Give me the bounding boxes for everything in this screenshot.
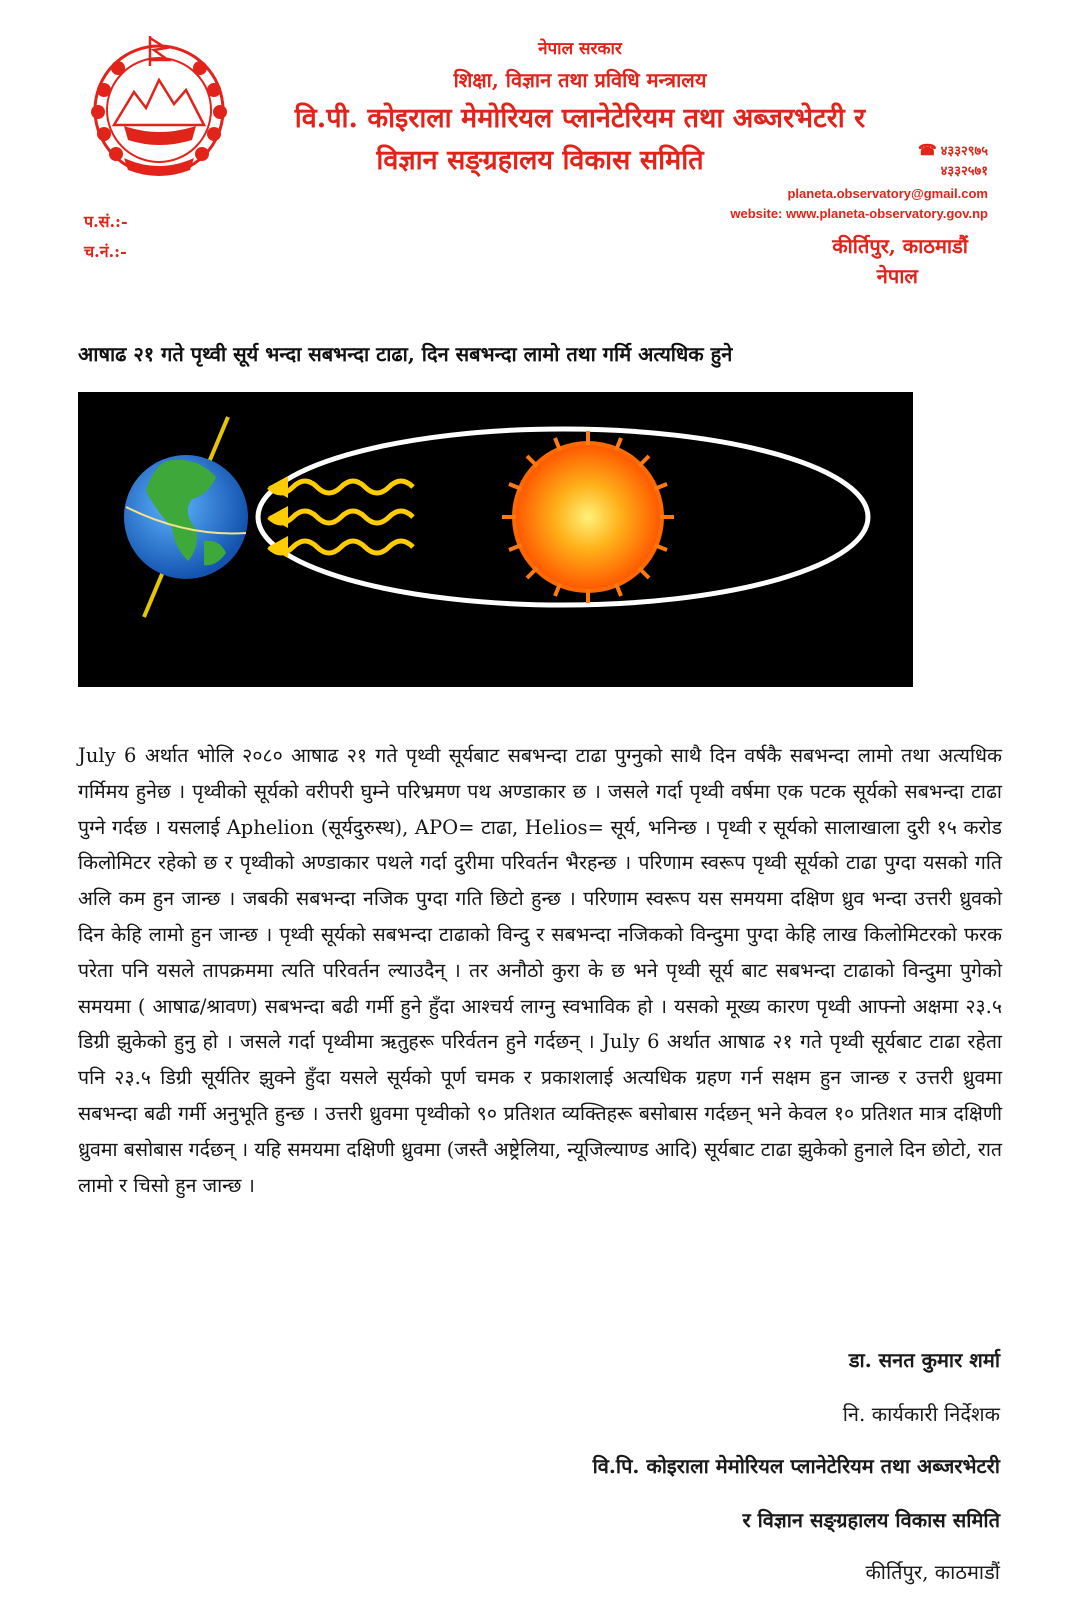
website-address: website: www.planeta-observatory.gov.np [730,206,988,221]
signatory-organization-line2: र विज्ञान सङ्ग्रहालय विकास समिति [742,1508,1000,1532]
organization-name-line2: विज्ञान सङ्ग्रहालय विकास समिति [376,145,704,176]
signatory-name: डा. सनत कुमार शर्मा [848,1348,1000,1372]
phone-number-1: ४३३२९७५ [940,144,988,159]
organization-name-line1: वि.पी. कोइराला मेमोरियल प्लानेटेरियम तथा अब्जरभेटरी र [294,103,866,134]
signatory-organization-line1: वि.पि. कोइराला मेमोरियल प्लानेटेरियम तथा अब्जरभेटरी [592,1454,1000,1478]
press-release-body: July 6 अर्थात भोलि २०८० आषाढ २१ गते पृथ्वी सूर्यबाट सबभन्दा टाढा पुग्नुको साथै दिन वर्षकै सबभन्दा लामो तथा अत्यधिक गर्मिमय हुनेछ । पृथ्वीको सूर्यको वरीपरी घुम्ने परिभ्रमण पथ अण्डाकार छ । जसले गर्दा पृथ्वी वर्षमा एक पटक सूर्यको सबभन्दा टाढा पुग्ने गर्दछ । यसलाई Aphelion (सूर्यदुरुस्थ), APO= टाढा, Helios= सूर्य, भनिन्छ । पृथ्वी र सूर्यको सालाखाला दुरी १५ करोड किलोमिटर रहेको छ र पृथ्वीको अण्डाकार पथले गर्दा दुरीमा परिवर्तन भैरहन्छ । परिणाम स्वरूप पृथ्वी सूर्यको टाढा पुग्दा यसको गति अलि कम हुन जान्छ । जबकी सबभन्दा नजिक पुग्दा गति छिटो हुन्छ । परिणाम स्वरूप यस समयमा दक्षिण ध्रुव भन्दा उत्तरी ध्रुवको दिन केहि लामो हुन जान्छ । पृथ्वी सूर्यको सबभन्दा टाढाको विन्दु र सबभन्दा नजिकको विन्दुमा पुग्दा केहि लाख किलोमिटरको फरक परेता पनि यसले तापक्रममा त्यति परिवर्तन ल्याउदैन् । तर अनौठो कुरा के छ भने पृथ्वी सूर्य बाट सबभन्दा टाढाको विन्दुमा पुगेको समयमा ( आषाढ/श्रावण) सबभन्दा बढी गर्मी हुने हुँदा आश्चर्य लाग्नु स्वभाविक हो । यसको मूख्य कारण पृथ्वी आफ्नो अक्षमा २३.५ डिग्री झुकेको हुनु हो । जसले गर्दा पृथ्वीमा ऋतुहरू परिर्वतन हुने गर्दछन् । July 6 अर्थात आषाढ २१ गते पृथ्वी सूर्यबाट टाढा रहेता पनि २३.५ डिग्री सूर्यतिर झुक्ने हुँदा यसले सूर्यको पूर्ण चमक र प्रकाशलाई अत्यधिक ग्रहण गर्न सक्षम हुन जान्छ र उत्तरी ध्रुवमा सबभन्दा बढी गर्मी अनुभूति हुन्छ । उत्तरी ध्रुवमा पृथ्वीको ९० प्रतिशत व्यक्तिहरू बसोबास गर्दछन् भने केवल १० प्रतिशत मात्र दक्षिणी ध्रुवमा बसोबास गर्दछन् । यहि समयमा दक्षिणी ध्रुवमा (जस्तै अष्ट्रेलिया, न्यूजिल्याण्ड आदि) सूर्यबाट टाढा झुकेको हुनाले दिन छोटो, रात लामो र चिसो हुन जान्छ । [78,744,1002,1197]
phone-block [918,140,988,182]
ministry-name: शिक्षा, विज्ञान तथा प्रविधि मन्त्रालय [453,68,707,92]
signatory-place: कीर्तिपुर, काठमाडौं [865,1560,1000,1584]
reference-number-label: प.सं.:- [84,212,128,231]
dispatch-number-label: च.नं.:- [84,242,127,261]
address-line2: नेपाल [876,264,918,288]
sun [502,431,674,603]
phone-number-2: ४३३२५७१ [940,164,988,179]
government-name: नेपाल सरकार [538,39,622,59]
email-address: planeta.observatory@gmail.com [787,186,988,201]
earth-sun-orbit-illustration [78,392,913,687]
signatory-title: नि. कार्यकारी निर्देशक [842,1402,1000,1426]
address-line1: कीर्तिपुर, काठमाडौं [832,234,968,258]
press-release-headline: आषाढ २१ गते पृथ्वी सूर्य भन्दा सबभन्दा टाढा, दिन सबभन्दा लामो तथा गर्मि अत्यधिक हुने [78,342,733,366]
telephone-icon: ☎ [917,141,937,159]
